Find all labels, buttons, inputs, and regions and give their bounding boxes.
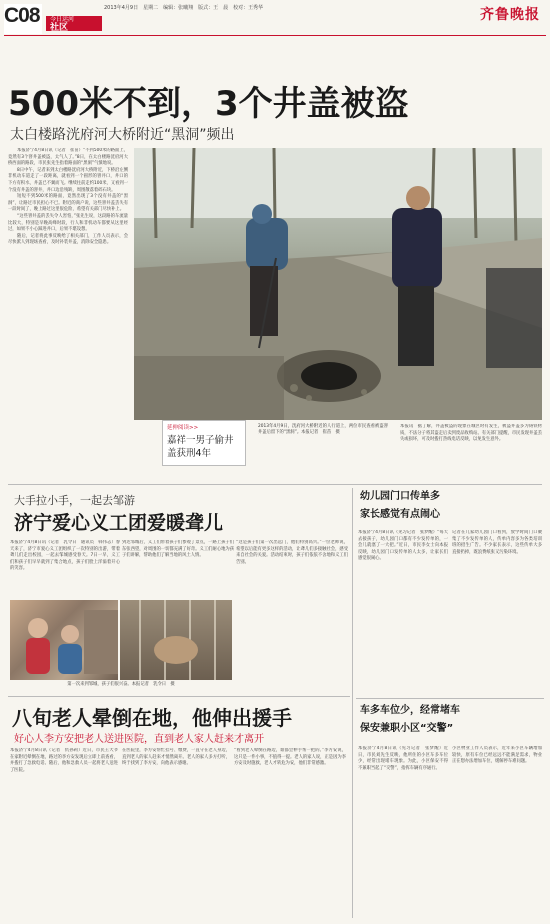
related-reading-box[interactable] — [162, 420, 246, 466]
related-reading-tag: 延伸阅读>> — [167, 425, 199, 431]
story5-subheadline: 好心人李方安把老人送进医院，直到老人家人赶来才离开 — [14, 734, 264, 745]
main-headline: 500米不到，3个井盖被盗 — [8, 84, 409, 124]
related-reading-title[interactable]: 嘉祥一男子偷井盖获刑4年 — [167, 435, 234, 459]
right-column-rule — [352, 488, 353, 918]
story2-body-col2: 到达邹城后，义工们带着孩子们参观了景点，一路上孩子们东张西望，对周围的一切都充满了好奇。义工们耐心地为孩子们讲解，帮助他们了解当地的风土人情。 — [122, 540, 234, 559]
main-photo — [134, 148, 542, 420]
main-subheadline: 太白楼路洸府河大桥附近“黑洞”频出 — [10, 127, 235, 143]
main-body-p1: 本报济宁4月8日讯（记者 崔苗）“不到500米的路面上，竟然有3个窨井盖被盗，太气人了。”8日，在太白楼路洸府河大桥西面的路段，市民张先生指着路面的“黑洞”气愤地说。 — [8, 148, 128, 167]
story4-title-1: 车多车位少，经常堵车 — [360, 705, 460, 716]
photo-scene — [134, 148, 542, 420]
story3-title-1: 幼儿园门口传单多 — [360, 491, 440, 502]
issue-meta: 2013年4月9日 星期二 编辑：张曦翔 版式：王 晨 校对：王秀华 — [104, 5, 264, 11]
main-right-column: 本报讯 据了解，井盖被盗的现象在城区时有发生，被盗井盖多为铸铁材质，不法分子将其盗走后卖到废品收购站。有关部门提醒，市民发现井盖丢失或损坏，可及时拨打热线电话反映，以免发生意外。 — [400, 424, 542, 443]
story5-headline: 八旬老人晕倒在地，他伸出援手 — [12, 706, 292, 730]
newspaper-logo: 齐鲁晚报 — [480, 7, 540, 23]
section-label: 社区 — [50, 23, 69, 33]
story5-body-col3: “看到老人晕倒在路边，谁都会伸手帮一把的。”李方安说，这只是一件小事，不值得一提。老人的家人说，正是因为李方安及时施救，老人才转危为安，他们非常感激。 — [234, 748, 346, 767]
story5-body-col1: 本报济宁4月8日讯（记者 仇孙莉）近日，市民王大爷在家附近晕倒在地，路过的李方安发现后立即上前查看，并拨打了急救电话。随后，他和急救人员一起将老人送进了医院。 — [10, 748, 118, 773]
page-number: C08 — [4, 4, 42, 34]
main-body-p5: 随后，记者将此事反映给了相关部门，工作人员表示，会尽快派人到现场查看，及时补装井盖，消除安全隐患。 — [8, 233, 128, 246]
main-photo-caption: 2013年4月9日，洸府河大桥附近的人行道上，两位市民查看被盗窨井盖后留下的“黑洞”。本报记者 崔苗 摄 — [258, 424, 388, 435]
main-body-p4: “这些窨井盖的丢失令人害怕，”张先生说，这段路的车流量比较大，特别是早晚高峰时段，行人和非机动车都要从这里经过，如果不小心踩进井口，后果不堪设想。 — [8, 213, 128, 233]
story2-headline: 济宁爱心义工团爱暖聋儿 — [14, 512, 224, 534]
section-divider — [8, 484, 542, 485]
cage-scene — [120, 600, 232, 680]
story4-headline — [360, 704, 544, 736]
story3-body-col1: 本报济宁4月8日讯（见习记者 张梦醒）“每天去接孩子，幼儿园门口都有不少发传单的，一会儿就塞了一大把。”近日，市民李女士向本报反映，幼儿园门口发传单的人太多，让家长们感觉很闹心。 — [358, 530, 448, 562]
story3-divider — [356, 698, 544, 699]
story2-photo-right — [120, 600, 232, 680]
main-body-column — [8, 148, 128, 480]
story2-body-col3: “这是孩子们第一次出远门，他们特别高兴。”一位老师说，希望以后能有更多这样的活动，让聋儿们多接触社会，感受来自社会的关爱。活动结束时，孩子们依依不舍地和义工们告别。 — [236, 540, 348, 565]
story4-title-2: 保安兼职小区“交警” — [360, 723, 454, 734]
story5-body-col2: 在医院里，李方安帮忙挂号、缴费，一直守在老人身边，直到老人的家人赶来才悄然离开。老人的家人多方打听，终于找到了李方安，向他表示感谢。 — [122, 748, 230, 767]
story3-headline — [360, 490, 544, 522]
story5-divider — [8, 696, 350, 697]
story2-photo-caption: 第一次来到邹城，孩子们很兴奋。本报记者 乳令日 摄 — [67, 682, 175, 687]
story2-photo — [10, 600, 118, 680]
story2-body-intro: 本报济宁4月8日讯（记者 乳令日 通讯员 韩伟志）春天来了，济宁市爱心义工团组织了一次特别的出游，带着聋儿们走出校园，一起去邹城感受春天。7日一早，义工们和孩子们早早就到了集合地点，孩子们脸上洋溢着开心的笑容。 — [10, 540, 120, 572]
story2-kicker: 大手拉小手，一起去邹游 — [14, 494, 135, 507]
section-tag — [46, 16, 102, 31]
story4-body-col1: 本报济宁4月8日讯（见习记者 张梦醒）近日，市民刘先生反映，他所住的小区车多车位少，经常出现堵车现象。为此，小区保安不得不兼职当起了“交警”，指挥车辆有序通行。 — [358, 746, 448, 771]
story4-body-col2: 小区物业工作人员表示，近年来小区车辆增加较快，原有车位已经远远不能满足需求，物业正在想办法增加车位，缓解停车难问题。 — [452, 746, 542, 765]
main-body-p2: 8日中午，记者来到太白楼路洸府河大桥附近，下桥沿左侧非机动车道走了一段距离，就看到一个圆形的窨井口，井口的下方有积水，井盖已不翼而飞。继续往前走约100米，又看到一个没有井盖的窨井，井口边沿残缺，周围散落着碎石块。 — [8, 167, 128, 193]
main-body-p3: 短短不到500米的路面，竟然出现了3个没有井盖的“黑洞”，让路过市民担心不已。附近的商户说，这些窨井盖丢失有一段时间了，晚上路过这里很危险，希望有关部门尽快补上。 — [8, 194, 128, 213]
story2-photo-scene — [10, 600, 118, 680]
section-sub-label: 今日运河 — [50, 16, 75, 23]
header-rule — [4, 35, 546, 36]
story3-body-col2: 记者在几家幼儿园门口看到，放学时间门口聚集了不少发传单的人，传单内容多为各类培训班的招生广告。不少家长表示，这些传单大多直接扔掉，既浪费纸张又污染环境。 — [452, 530, 542, 555]
story3-title-2: 家长感觉有点闹心 — [360, 509, 440, 520]
